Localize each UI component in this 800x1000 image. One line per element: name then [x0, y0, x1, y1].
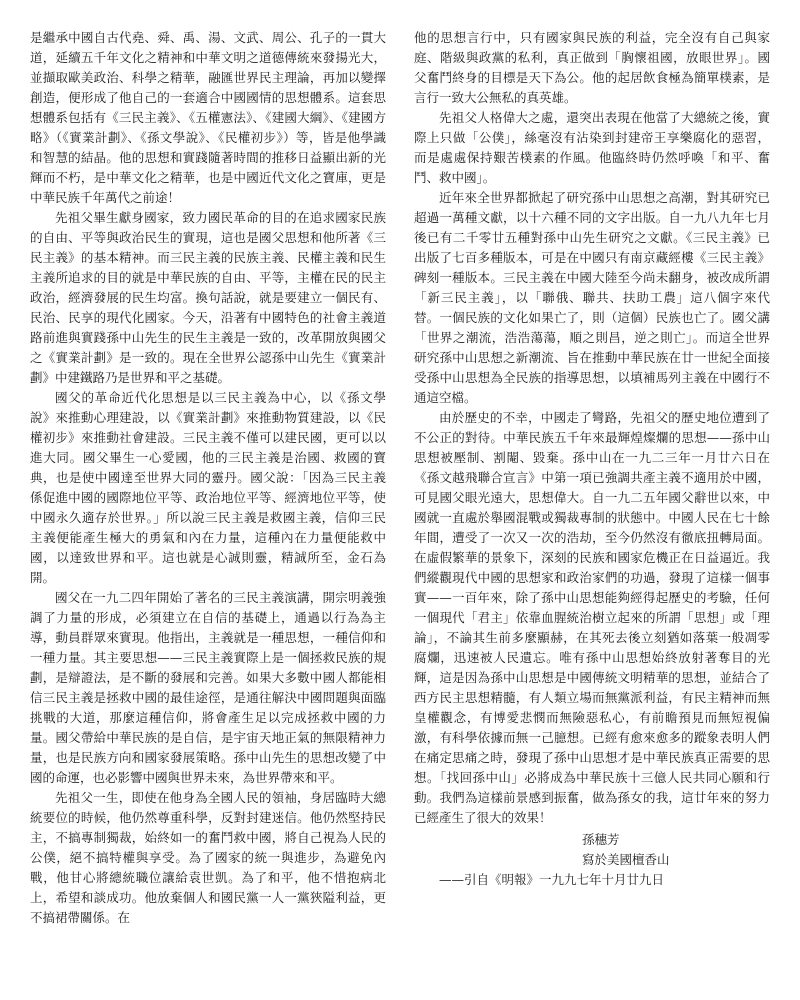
paragraph: 國父的革命近代化思想是以三民主義為中心，以《孫文學說》來推動心理建設，以《實業計劃》來推動物質建設，以《民權初步》來推動社會建設。三民主義不僅可以建民國，更可以以進大同。國父畢生一心愛國，他的三民主義是治國、救國的寶典，也是使中國達至世界大同的靈丹。國父說：「因為三民主義係促進中國的國際地位平等、政治地位平等、經濟地位平等，使中國永久適存於世界。」所以說三民主義是救國主義，信仰三民主義便能產生極大的勇氣和內在力量，這種內在力量便能救中國，以達致世界和平。這也就是心誠則靈，精誠所至，金石為開。 [30, 390, 386, 585]
author-name: 孫穗芳 [582, 832, 620, 847]
right-column [414, 28, 770, 978]
paragraph: 由於歷史的不幸，中國走了彎路，先祖父的歷史地位遭到了不公正的對待。中華民族五千年來最輝煌燦爛的思想——孫中山思想被壓制、割閹、毀棄。孫中山在一九二三年一月廿六日在《孫文越飛聯合宣言》中第一項已強調共產主義不適用於中國，可見國父眼光遠大，思想偉大。自一九二五年國父辭世以來，中國就一直處於舉國混戰或獨裁專制的狀態中。中國人民在七十餘年間，遭受了一次又一次的浩劫，至今仍然沒有徹底扭轉局面。在虛假繁華的景象下，深刻的民族和國家危機正在日益逼近。我們縱觀現代中國的思想家和政治家們的功過，發現了這樣一個事實——一百年來，除了孫中山思想能夠經得起歷史的考驗，任何一個現代「君主」依靠血腥統治樹立起來的所謂「思想」或「理論」，不論其生前多麼顯赫，在其死去後立刻猶如落葉一般凋零腐爛，迅速被人民遺忘。唯有孫中山思想始終放射著奪目的光輝，這是因為孫中山思想是中國傳統文明精華的思想，並結合了西方民主思想精髓，有人類立場而無黨派利益，有民主精神而無皇權觀念，有博愛悲憫而無險惡私心，有前瞻預見而無短視偏激，有科學依據而無一己臆想。已經有愈來愈多的蹤象表明人們在痛定思痛之時，發現了孫中山思想才是中華民族真正需要的思想。「找回孫中山」必將成為中華民族十三億人民共同心願和行動。我們為這樣前景感到振奮，做為孫女的我，這廿年來的努力已經產生了很大的效果！ [414, 410, 770, 825]
left-column [30, 28, 386, 978]
signature-block [414, 830, 770, 870]
paragraph: 他的思想言行中，只有國家與民族的利益，完全沒有自己與家庭、階級與政黨的私利，真正做到「胸懷祖國，放眼世界」。國父奮鬥終身的目標是天下為公。他的起居飲食極為簡單樸素，是言行一致大公無私的真英雄。 [414, 30, 770, 105]
paragraph: 是繼承中國自古代堯、舜、禹、湯、文武、周公、孔子的一貫大道，延續五千年文化之精神和中華文明之道德傳統來發揚光大，並擷取歐美政治、科學之精華，融匯世界民主理論，再加以變擇創造，便形成了他自己的一套適合中國國情的思想體系。這套思想體系包括有《三民主義》、《五權憲法》、《建國大綱》、《建國方略》（《實業計劃》、《孫文學說》、《民權初步》）等，皆是他學識和智慧的結晶。他的思想和實踐隨著時間的推移日益顯出新的光輝而不朽，是中華文化之精華，也是中國近代文化之寶庫，更是中華民族千年萬代之前途！ [30, 30, 386, 205]
paragraph: 先祖父人格偉大之處，還突出表現在他當了大總統之後，實際上只做「公僕」，絲毫沒有沾染到封建帝王享樂腐化的惡習，而是處處保持艱苦樸素的作風。他臨終時仍然呼喚「和平、奮鬥、救中國」。 [414, 110, 770, 185]
paragraph: 國父在一九二四年開始了著名的三民主義演講，開宗明義強調了力量的形成，必須建立在自信的基礎上，通過以行為為主導，動員群眾來實現。他指出，主義就是一種思想，一種信仰和一種力量。其主要思想——三民主義實際上是一個拯救民族的規劃，是辯證法，是不斷的發展和完善。如果大多數中國人都能相信三民主義是拯救中國的最佳途徑，是通往解決中國問題與面臨挑戰的大道，那麼這種信仰，將會產生足以完成拯救中國的力量。國父帶給中華民族的是自信，是宇宙天地正氣的無限精神力量，也是民族方向和國家發展策略。孫中山先生的思想改變了中國的命運，也必影響中國與世界未來，為世界帶來和平。 [30, 590, 386, 785]
source-citation: ——引自《明報》一九九七年十月廿九日 [439, 872, 665, 887]
paragraph: 先祖父畢生獻身國家，致力國民革命的目的在追求國家民族的自由、平等與政治民生的實現，這也是國父思想和他所著《三民主義》的基本精神。而三民主義的民族主義、民權主義和民生主義所追求的目的就是中華民族的自由、平等，主權在民的民主政治，經濟發展的民生均富。換句話說，就是要建立一個民有、民治、民享的現代化國家。今天，沿著有中國特色的社會主義道路前進與實踐孫中山先生的民生主義是一致的，改革開放與國父之《實業計劃》是一致的。現在全世界公認孫中山先生《實業計劃》中建鐵路乃是世界和平之基礎。 [30, 210, 386, 385]
paragraph: 先祖父一生，即使在他身為全國人民的領袖，身居臨時大總統要位的時候，他仍然尊重科學，反對封建迷信。他仍然堅持民主，不搞專制獨裁，始終如一的奮鬥救中國，將自己視為人民的公僕，絕不搞特權與享受。為了國家的統一與進步，為避免內戰，他甘心將總統職位讓給袁世凱。為了和平，他不惜抱病北上，希望和談成功。他放棄個人和國民黨一人一黨狹隘利益，更不搞裙帶關係。在 [30, 790, 386, 925]
paragraph: 近年來全世界都掀起了研究孫中山思想之高潮，對其研究已超過一萬種文獻，以十六種不同的文字出版。自一九八九年七月後已有二千零廿五種對孫中山先生研究之文獻。《三民主義》已出版了七百多種版本，可是在中國只有南京藏經樓《三民主義》碑刻一種版本。三民主義在中國大陸至今尚未翻身，被改成所謂「新三民主義」，以「聯俄、聯共、扶助工農」這八個字來代替。一個民族的文化如果亡了，則（這個）民族也亡了。國父講「世界之潮流，浩浩蕩蕩，順之則昌，逆之則亡」。而這全世界研究孫中山思想之新潮流、旨在推動中華民族在廿一世紀全面接受孫中山思想為全民族的指導思想，以填補馬列主義在中國行不通這空檔。 [414, 190, 770, 405]
document-page [30, 28, 770, 978]
written-place: 寫於美國檀香山 [582, 852, 670, 867]
